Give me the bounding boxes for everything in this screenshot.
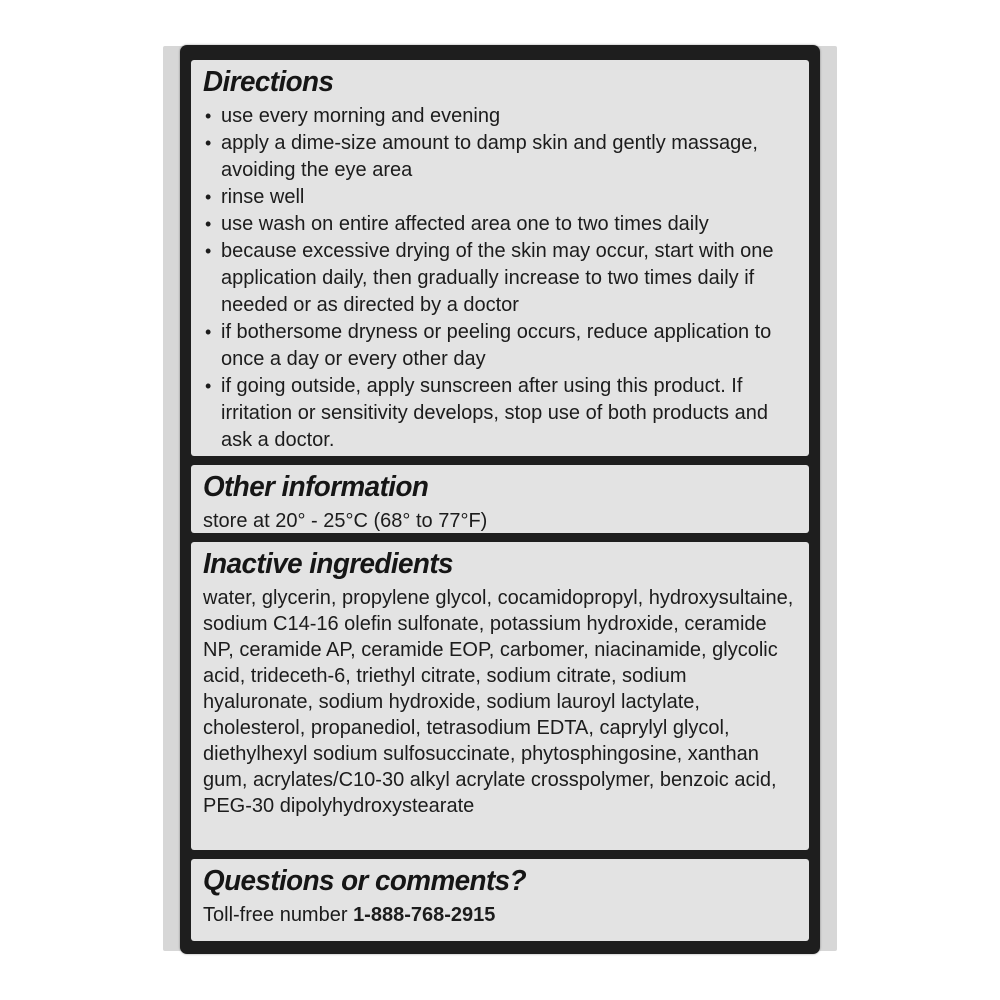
toll-free-label: Toll-free number [203,904,354,927]
drug-facts-panel [180,45,820,954]
section-inactive-ingredients [191,542,809,850]
section-other-information [191,465,809,533]
directions-heading: Directions [203,66,334,98]
direction-item: • because excessive drying of the skin may occur, start with one application daily, then gradually increase to two times daily if needed or as directed by a doctor [203,238,801,319]
direction-item: • if going outside, apply sunscreen after using this product. If irritation or sensitivity develops, stop use of both products and ask a doctor. [203,373,801,454]
toll-free-line [203,902,801,929]
direction-item: • rinse well [203,184,801,211]
other-information-heading: Other information [203,471,429,503]
direction-item: • if bothersome dryness or peeling occurs, reduce application to once a day or every other day [203,319,801,373]
inactive-ingredients-list: water, glycerin, propylene glycol, cocamidopropyl, hydroxysultaine, sodium C14-16 olefin sulfonate, potassium hydroxide, ceramide NP, ceramide AP, ceramide EOP, carbomer, niacinamide, glycolic acid, trideceth-6, triethyl citrate, sodium citrate, sodium hyaluronate, sodium hydroxide, sodium lauroyl lactylate, cholesterol, propanediol, tetrasodium EDTA, caprylyl glycol, diethylhexyl sodium sulfosuccinate, phytosphingosine, xanthan gum, acrylates/C10-30 alkyl acrylate crosspolymer, benzoic acid, PEG-30 dipolyhydroxystearate [203,587,794,818]
section-directions [191,60,809,456]
direction-item: • use wash on entire affected area one to two times daily [203,211,801,238]
direction-item: • apply a dime-size amount to damp skin and gently massage, avoiding the eye area [203,130,801,184]
directions-list [203,103,801,454]
questions-comments-heading: Questions or comments? [203,865,527,897]
toll-free-number: 1-888-768-2915 [353,904,496,927]
direction-item: • use every morning and evening [203,103,801,130]
storage-instructions: store at 20° - 25°C (68° to 77°F) [203,510,488,533]
inactive-ingredients-heading: Inactive ingredients [203,548,453,580]
section-questions-comments [191,859,809,941]
